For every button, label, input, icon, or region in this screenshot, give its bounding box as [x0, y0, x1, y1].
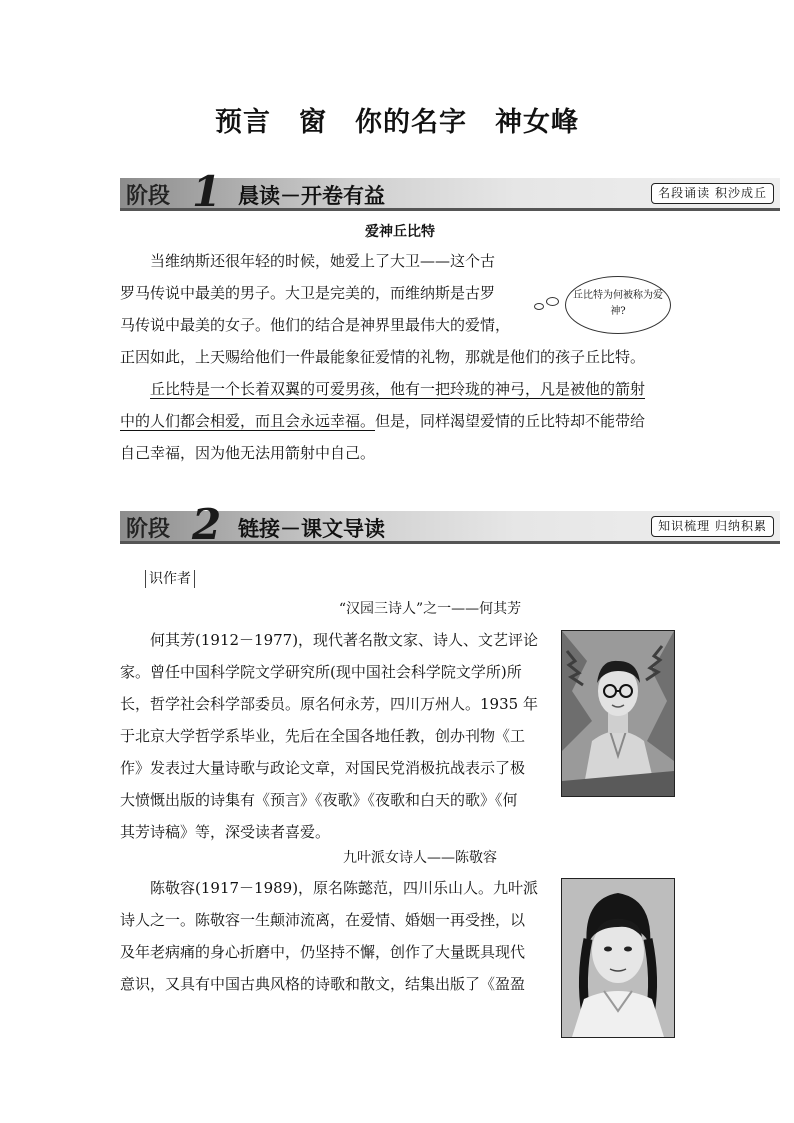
article-title: 爱神丘比特 [365, 224, 435, 240]
author-heading: “汉园三诗人”之一——何其芳 [338, 601, 522, 617]
paragraph-line: 其芳诗稿》等，深受读者喜爱。 [120, 823, 331, 841]
author-photo-chen-jingrong [561, 878, 675, 1038]
paragraph-line: 马传说中最美的女子。他们的结合是神界里最伟大的爱情， [120, 316, 511, 334]
paragraph-line [120, 405, 645, 437]
author-photo-he-qifang [561, 630, 675, 797]
paragraph-line: 当维纳斯还很年轻的时候，她爱上了大卫——这个古 [150, 252, 496, 270]
author-heading: 九叶派女诗人——陈敬容 [343, 850, 497, 866]
paragraph-line: 意识，又具有中国古典风格的诗歌和散文，结集出版了《盈盈 [120, 975, 526, 993]
underlined-line: 丘比特是一个长着双翼的可爱男孩，他有一把玲珑的神弓，凡是被他的箭射 [150, 380, 646, 398]
paragraph-line: 自己幸福，因为他无法用箭射中自己。 [120, 444, 376, 462]
paragraph-line: 家。曾任中国科学院文学研究所(现中国社会科学院文学所)所 [120, 663, 522, 681]
page-title: 预言 窗 你的名字 神女峰 [215, 107, 579, 138]
paragraph-line: 何其芳(1912－1977)，现代著名散文家、诗人、文艺评论 [150, 631, 539, 649]
paragraph-line: 作》发表过大量诗歌与政论文章，对国民党消极抗战表示了极 [120, 759, 526, 777]
portrait-image [562, 879, 674, 1037]
paragraph-line: 正因如此，上天赐给他们一件最能象征爱情的礼物，那就是他们的孩子丘比特。 [120, 348, 646, 366]
bubble-dot [534, 303, 544, 310]
thought-bubble [565, 276, 671, 334]
stage-tag: 名段诵读 积沙成丘 [651, 183, 774, 204]
stage-1-banner [120, 167, 780, 216]
stage-label: 阶段 [126, 184, 171, 209]
section-tag: 识作者 [145, 570, 195, 588]
stage-number: 2 [192, 500, 222, 549]
bubble-dot [546, 297, 559, 306]
stage-number: 1 [192, 167, 222, 216]
paragraph-line: 诗人之一。陈敬容一生颠沛流离，在爱情、婚姻一再受挫，以 [120, 911, 526, 929]
underlined-text: 中的人们都会相爱，而且会永远幸福。 [120, 412, 376, 430]
stage-heading: 链接－课文导读 [238, 517, 385, 541]
paragraph-line: 罗马传说中最美的男子。大卫是完美的，而维纳斯是古罗 [120, 284, 496, 302]
paragraph-line: 大愤慨出版的诗集有《预言》《夜歌》《夜歌和白天的歌》《何 [120, 791, 518, 809]
portrait-image [562, 631, 674, 796]
stage-2-banner [120, 500, 780, 549]
stage-heading: 晨读－开卷有益 [238, 184, 385, 208]
paragraph-line: 及年老病痛的身心折磨中，仍坚持不懈，创作了大量既具现代 [120, 943, 526, 961]
paragraph-line: 长，哲学社会科学部委员。原名何永芳，四川万州人。1935 年 [120, 695, 538, 713]
stage-label: 阶段 [126, 517, 171, 542]
paragraph-text: 但是，同样渴望爱情的丘比特却不能带给 [375, 412, 646, 430]
stage-tag: 知识梳理 归纳积累 [651, 516, 774, 537]
paragraph-line: 于北京大学哲学系毕业，先后在全国各地任教，创办刊物《工 [120, 727, 526, 745]
paragraph-line: 陈敬容(1917－1989)，原名陈懿范，四川乐山人。九叶派 [150, 879, 539, 897]
bubble-text: 丘比特为何被称为爱神? [573, 290, 663, 317]
